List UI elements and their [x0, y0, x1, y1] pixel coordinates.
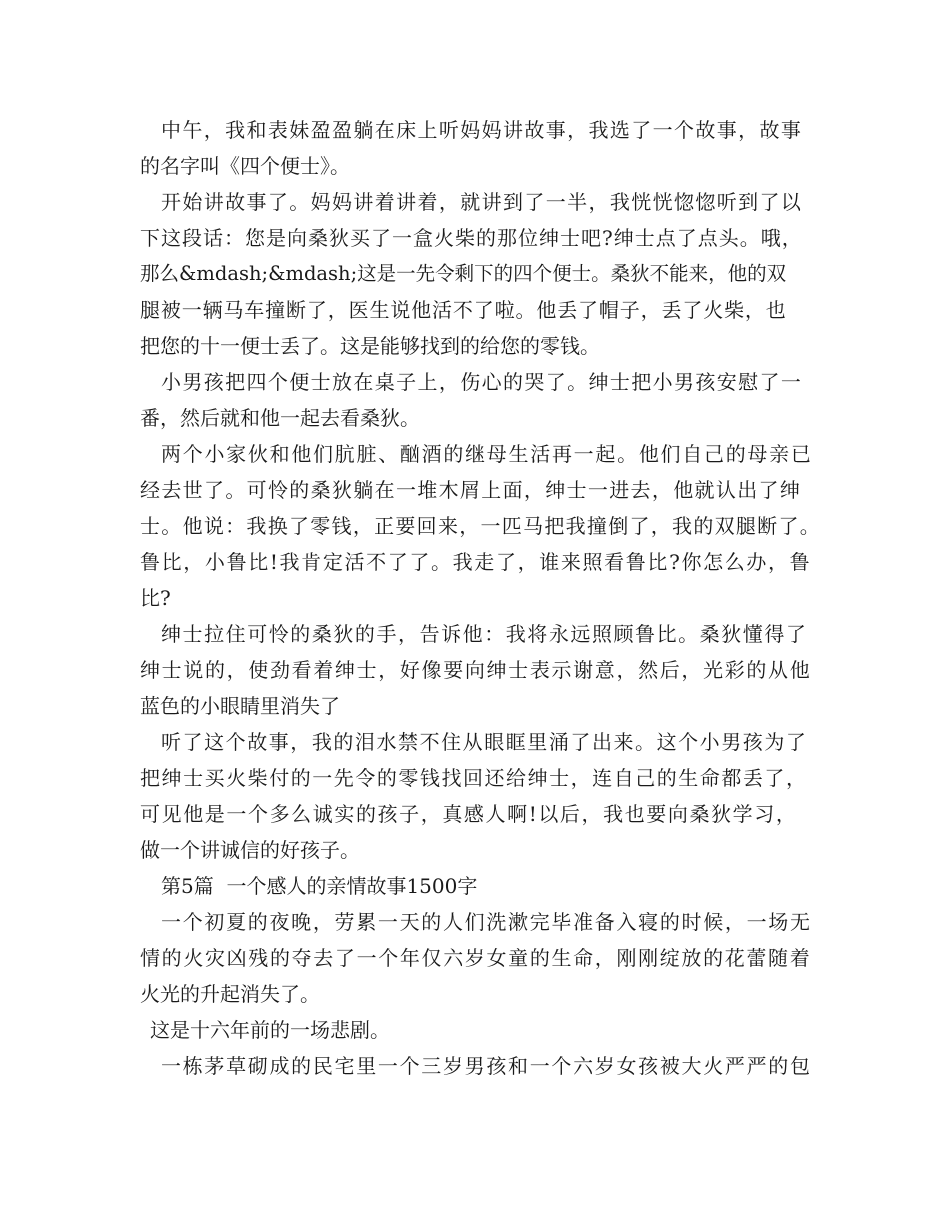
text-line: 中 午 ， 我 和 表 妹 盈 盈 躺 在 床 上 听 妈 妈 讲 故 事 ， 我 选 了 一 个 故 事 ， 故 事 — [161, 118, 801, 142]
text-line: 两 个 小 家 伙 和 他 们 肮 脏 、 酗 酒 的 继 母 生 活 再 一 起 。 他 们 自 己 的 母 亲 已 — [161, 442, 811, 466]
text-line: 情 的 火 灾 凶 残 的 夺 去 了 一 个 年 仅 六 岁 女 童 的 生 命 ， 刚 刚 绽 放 的 花 蕾 随 着 — [140, 946, 810, 970]
text-line: 一 栋 茅 草 砌 成 的 民 宅 里 一 个 三 岁 男 孩 和 一 个 六 岁 女 孩 被 大 火 严 严 的 包 — [161, 1054, 810, 1078]
text-line: 听 了 这 个 故 事 ， 我 的 泪 水 禁 不 住 从 眼 眶 里 涌 了 出 来 。 这 个 小 男 孩 为 了 — [161, 730, 806, 754]
text-line: 鲁 比 ， 小 鲁 比 ! 我 肯 定 活 不 了 了 。 我 走 了 ， 谁 来 照 看 鲁 比 ? 你 怎 么 办 ， 鲁 — [140, 550, 810, 574]
text-line: 绅 士 拉 住 可 怜 的 桑 狄 的 手 ， 告 诉 他 ： 我 将 永 远 照 顾 鲁 比 。 桑 狄 懂 得 了 — [161, 622, 806, 646]
text-line: 蓝色的小眼睛里消失了 — [140, 694, 340, 718]
text-line: 开 始 讲 故 事 了 。 妈 妈 讲 着 讲 着 ， 就 讲 到 了 一 半 ， 我 恍 恍 惚 惚 听 到 了 以 — [161, 190, 801, 214]
text-line: 做一个讲诚信的好孩子。 — [140, 838, 360, 862]
text-line: 把 绅 士 买 火 柴 付 的 一 先 令 的 零 钱 找 回 还 给 绅 士 ， 连 自 己 的 生 命 都 丢 了 ， — [140, 766, 806, 790]
text-line: 士 。 他 说 ： 我 换 了 零 钱 ， 正 要 回 来 ， 一 匹 马 把 我 撞 倒 了 ， 我 的 双 腿 断 了 。 — [140, 514, 820, 538]
text-line: 比? — [140, 586, 171, 610]
text-line: 一 个 初 夏 的 夜 晚 ， 劳 累 一 天 的 人 们 洗 漱 完 毕 准 备 入 寝 的 时 候 ， 一 场 无 — [161, 910, 810, 934]
text-line: 小 男 孩 把 四 个 便 士 放 在 桌 子 上 ， 伤 心 的 哭 了 。 绅 士 把 小 男 孩 安 慰 了 一 — [161, 370, 801, 394]
text-line: 番，然后就和他一起去看桑狄。 — [140, 406, 420, 430]
text-line: 经 去 世 了 。 可 怜 的 桑 狄 躺 在 一 堆 木 屑 上 面 ， 绅 士 一 进 去 ， 他 就 认 出 了 绅 — [140, 478, 800, 502]
section-heading: 第5篇 一个感人的亲情故事1500字 — [161, 874, 478, 898]
text-line: 把您的十一便士丢了。这是能够找到的给您的零钱。 — [140, 334, 600, 358]
text-line: 火光的升起消失了。 — [140, 982, 320, 1006]
text-line: 那么&mdash;&mdash;这是一先令剩下的四个便士。桑狄不能来，他的双 — [140, 262, 787, 285]
text-line: 的名字叫《四个便士》。 — [140, 154, 350, 178]
text-line: 下 这 段 话 ： 您 是 向 桑 狄 买 了 一 盒 火 柴 的 那 位 绅 士 吧 ? 绅 士 点 了 点 头 。 哦 ， — [140, 226, 802, 250]
text-line: 绅 士 说 的 ， 使 劲 看 着 绅 士 ， 好 像 要 向 绅 士 表 示 谢 意 ， 然 后 ， 光 彩 的 从 他 — [140, 658, 810, 682]
text-line: 这是十六年前的一场悲剧。 — [150, 1018, 390, 1042]
text-line: 可 见 他 是 一 个 多 么 诚 实 的 孩 子 ， 真 感 人 啊 ! 以 后 ， 我 也 要 向 桑 狄 学 习 ， — [140, 802, 796, 826]
text-line: 腿 被 一 辆 马 车 撞 断 了 ， 医 生 说 他 活 不 了 啦 。 他 丢 了 帽 子 ， 丢 了 火 柴 ， 也 — [140, 298, 786, 322]
